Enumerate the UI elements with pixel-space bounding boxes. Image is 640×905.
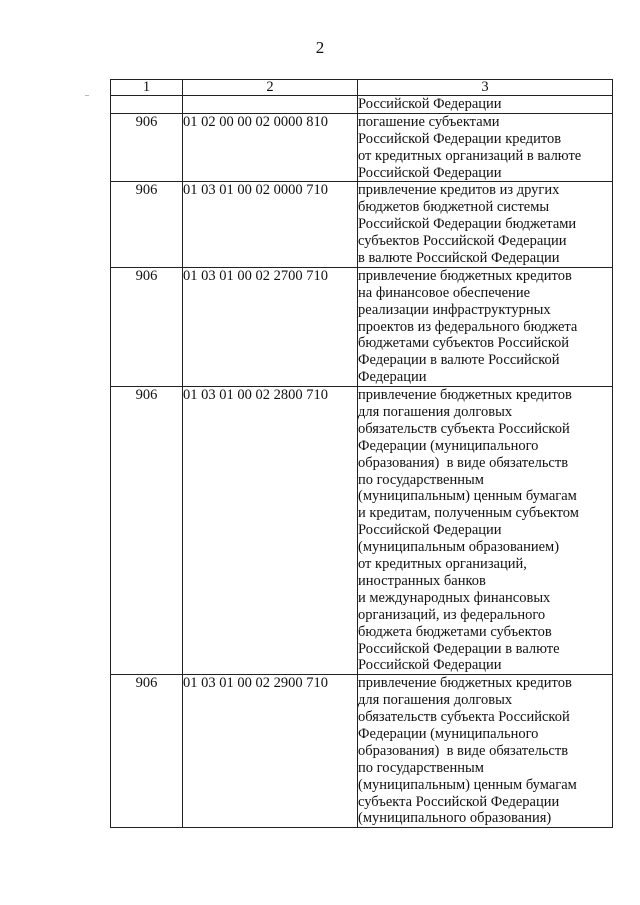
page-number: 2	[315, 38, 325, 57]
description-line: привлечение бюджетных кредитов	[358, 387, 572, 404]
table-row	[111, 675, 613, 828]
table-row	[111, 113, 613, 182]
description-line: бюджетами субъектов Российской	[358, 335, 570, 352]
budget-code-cell: 01 03 01 00 02 2700 710	[183, 267, 358, 386]
description-cell	[358, 113, 613, 182]
description-line: по государственным	[358, 759, 484, 776]
description-line: Российской Федерации кредитов	[358, 130, 562, 147]
description-line: на финансовое обеспечение	[358, 284, 531, 301]
budget-classification-table	[110, 79, 613, 828]
description-line: реализации инфраструктурных	[358, 301, 551, 318]
description-line: Федерации в валюте Российской	[358, 352, 560, 369]
budget-code-cell: 01 03 01 00 02 2900 710	[183, 675, 358, 828]
description-line: Федерации (муниципального	[358, 437, 539, 454]
description-line: (муниципальным) ценным бумагам	[358, 776, 577, 793]
description-line: обязательств субъекта Российской	[358, 420, 570, 437]
description-line: Российской Федерации	[358, 96, 502, 112]
description-line: Федерации (муниципального	[358, 725, 539, 742]
description-line: от кредитных организаций,	[358, 556, 527, 573]
budget-code-cell: 01 03 01 00 02 2800 710	[183, 387, 358, 675]
description-cell	[358, 96, 613, 114]
description-line: иностранных банков	[358, 572, 486, 589]
description-line: образования) в виде обязательств	[358, 742, 569, 759]
description-line: погашение субъектами	[358, 113, 500, 130]
description-line: Российской Федерации	[358, 164, 502, 181]
description-line: организаций, из федерального	[358, 606, 546, 623]
description-line: (муниципальным) ценным бумагам	[358, 488, 577, 505]
description-cell	[358, 267, 613, 386]
table-header-row	[111, 80, 613, 96]
description-line: бюджетов бюджетной системы	[358, 199, 550, 216]
description-line: Российской Федерации бюджетами	[358, 216, 577, 233]
description-line: субъекта Российской Федерации	[358, 793, 560, 810]
column-number-1: 1	[111, 80, 183, 96]
table-row	[111, 387, 613, 675]
admin-code-cell: 906	[111, 387, 183, 675]
margin-mark	[85, 95, 89, 96]
description-line: в валюте Российской Федерации	[358, 250, 560, 267]
description-line: Российской Федерации в валюте	[358, 640, 560, 657]
admin-code-cell: 906	[111, 267, 183, 386]
description-cell	[358, 182, 613, 267]
description-line: и международных финансовых	[358, 589, 551, 606]
column-number-2: 2	[183, 80, 358, 96]
description-line: от кредитных организаций в валюте	[358, 147, 582, 164]
description-line: образования) в виде обязательств	[358, 454, 569, 471]
column-number-3: 3	[358, 80, 613, 96]
admin-cell-empty	[111, 96, 183, 114]
description-line: Российской Федерации	[358, 657, 502, 674]
description-line: обязательств субъекта Российской	[358, 709, 570, 726]
admin-code-cell: 906	[111, 675, 183, 828]
description-cell	[358, 675, 613, 828]
description-line: (муниципального образования)	[358, 810, 552, 827]
continuation-row	[111, 96, 613, 114]
description-line: Федерации	[358, 369, 427, 386]
budget-code-cell: 01 03 01 00 02 0000 710	[183, 182, 358, 267]
description-line: субъектов Российской Федерации	[358, 233, 567, 250]
description-line: для погашения долговых	[358, 692, 513, 709]
budget-code-cell: 01 02 00 00 02 0000 810	[183, 113, 358, 182]
description-line: проектов из федерального бюджета	[358, 318, 578, 335]
description-line: привлечение бюджетных кредитов	[358, 267, 572, 284]
code-cell-empty	[183, 96, 358, 114]
description-line: бюджета бюджетами субъектов	[358, 623, 552, 640]
description-line: Российской Федерации	[358, 522, 502, 539]
description-line: привлечение бюджетных кредитов	[358, 675, 572, 692]
description-line: (муниципальным образованием)	[358, 539, 560, 556]
description-line: для погашения долговых	[358, 404, 513, 421]
table-row	[111, 267, 613, 386]
description-line: по государственным	[358, 471, 484, 488]
description-line: привлечение кредитов из других	[358, 182, 560, 199]
description-line: и кредитам, полученным субъектом	[358, 505, 579, 522]
table-row	[111, 182, 613, 267]
description-cell	[358, 387, 613, 675]
admin-code-cell: 906	[111, 182, 183, 267]
admin-code-cell: 906	[111, 113, 183, 182]
